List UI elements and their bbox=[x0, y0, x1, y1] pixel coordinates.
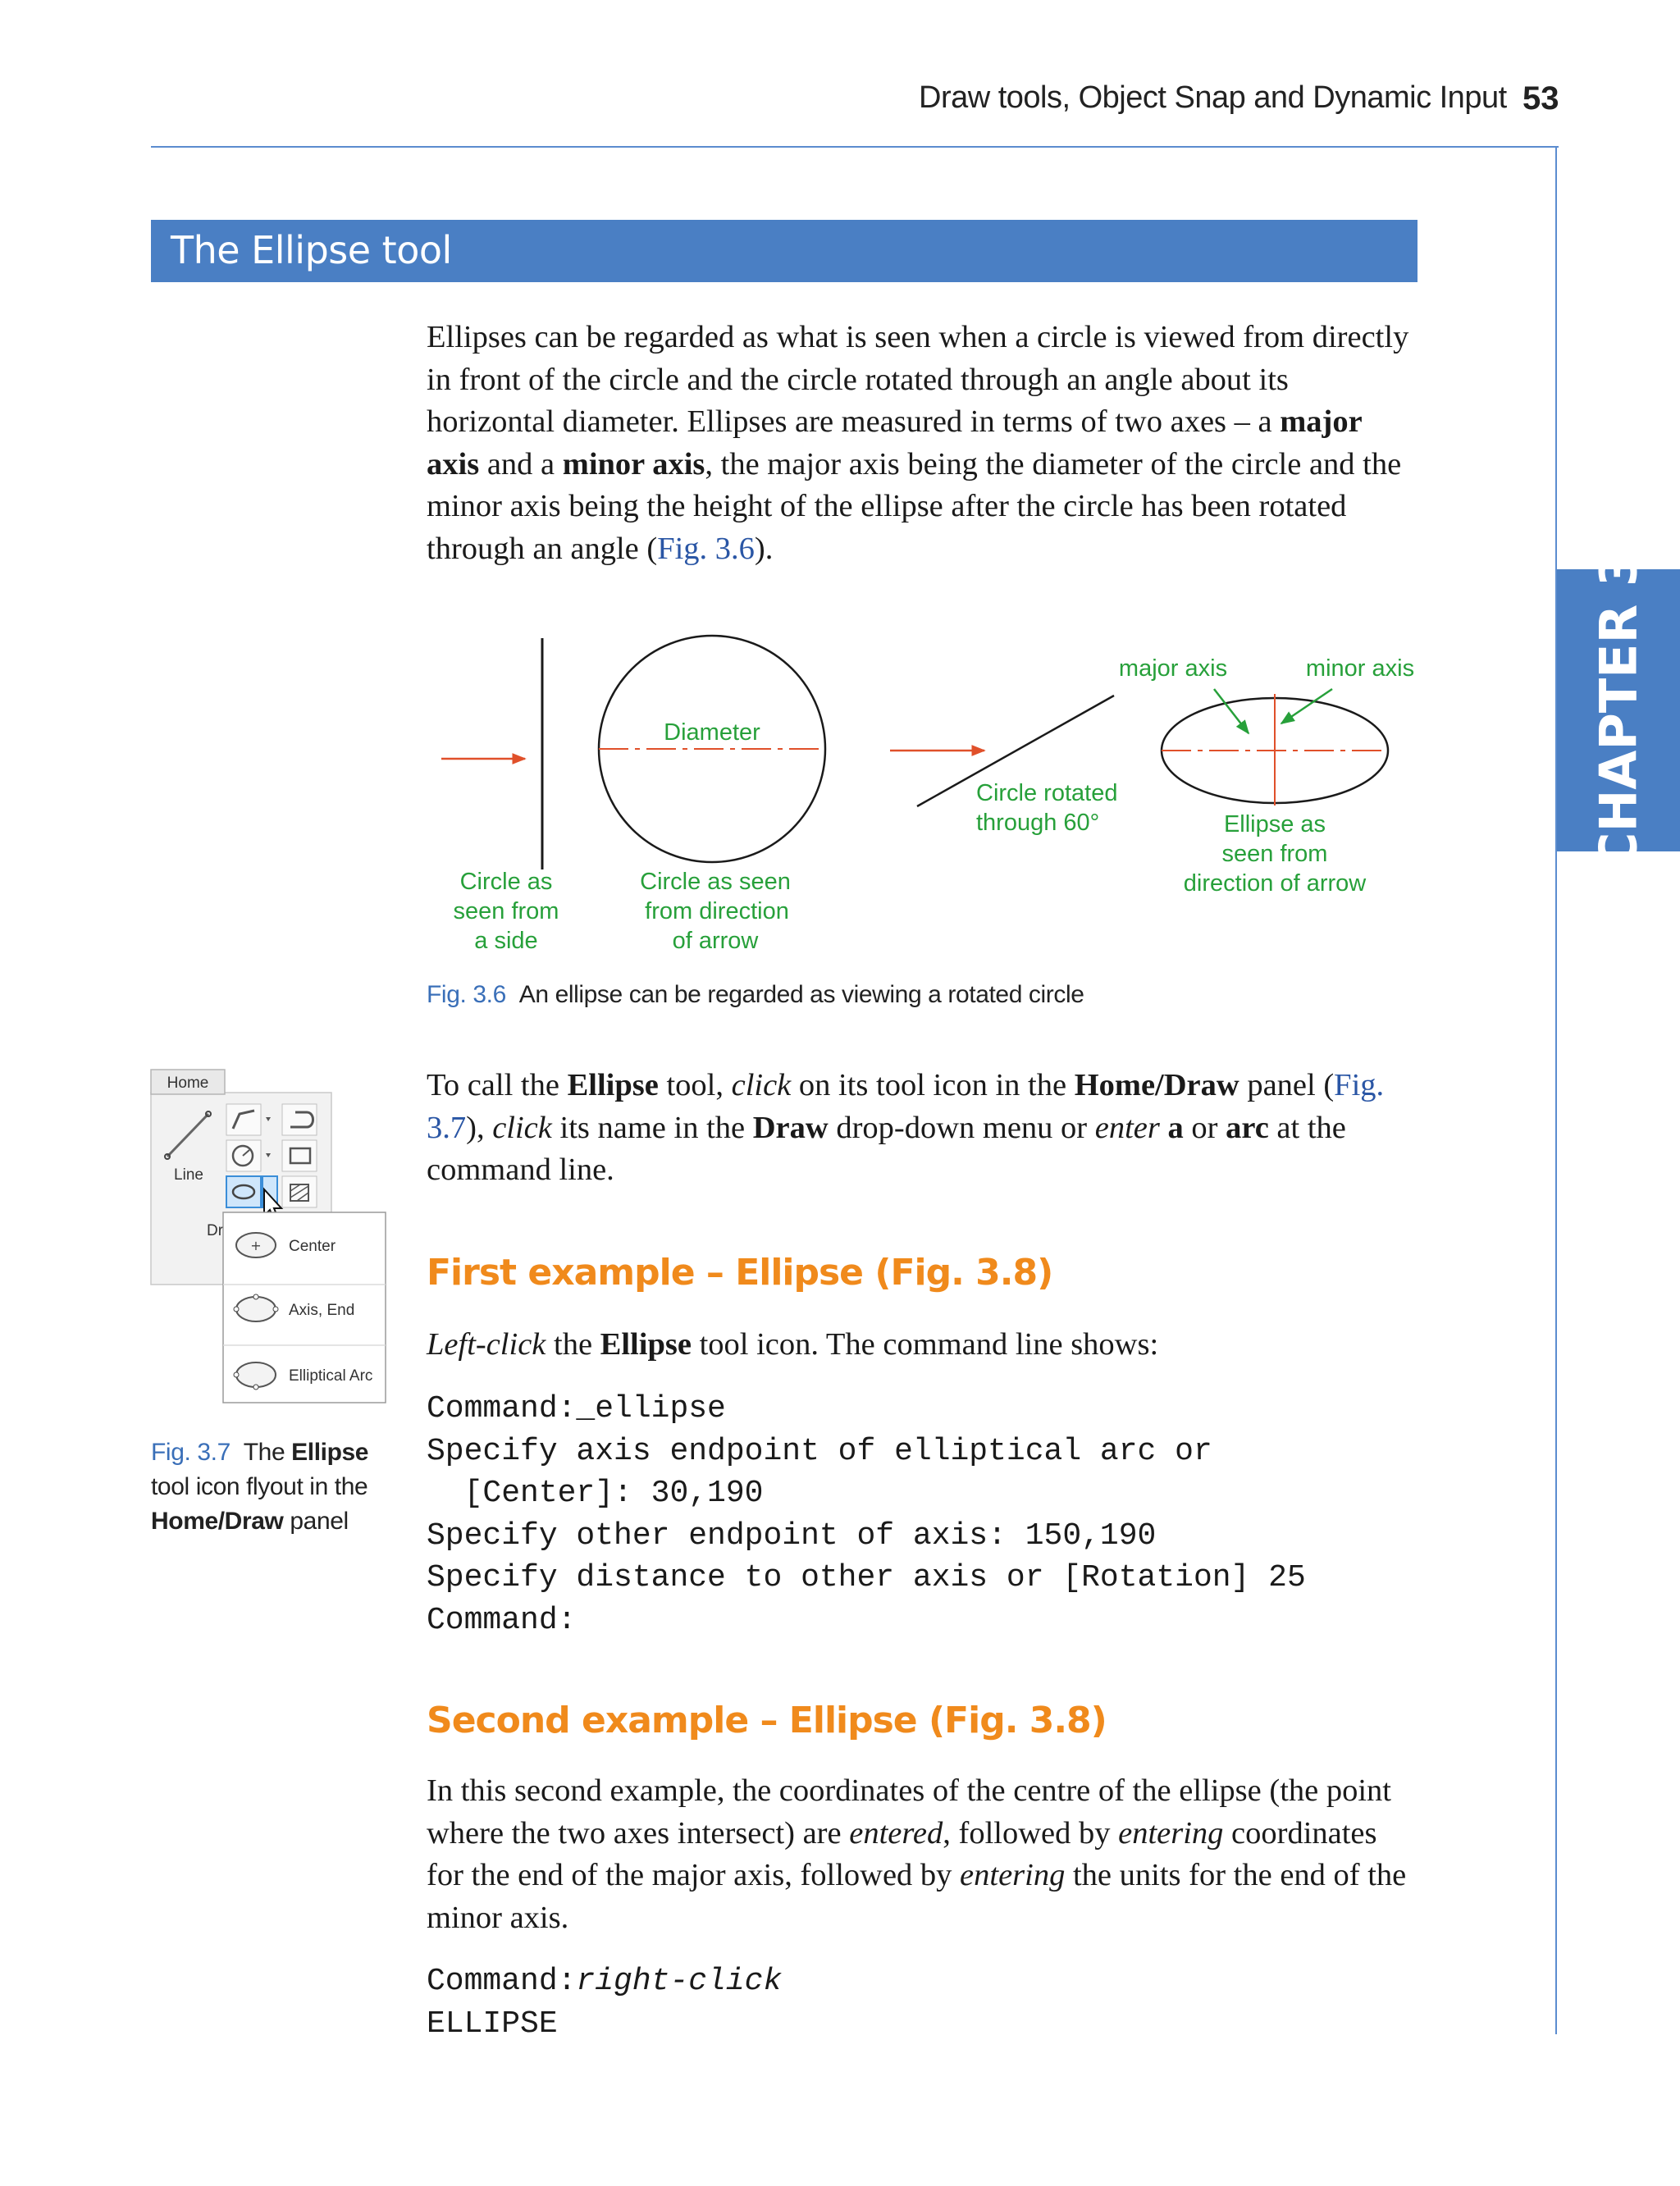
second-example-command-listing bbox=[427, 1960, 782, 2045]
text: or bbox=[1183, 1110, 1226, 1145]
text: To call the bbox=[427, 1068, 568, 1102]
code-line: Specify distance to other axis or [Rotation] 25 bbox=[427, 1560, 1306, 1595]
term: arc bbox=[1226, 1110, 1269, 1145]
header-rule bbox=[151, 146, 1559, 148]
draw-panel-label: Dr bbox=[207, 1222, 224, 1239]
ellipse-axis-end-icon bbox=[236, 1297, 276, 1321]
code-line: Command:_ellipse bbox=[427, 1391, 726, 1426]
action: Left-click bbox=[427, 1327, 546, 1362]
label-side-2: seen from bbox=[453, 898, 559, 924]
label-side-3: a side bbox=[474, 928, 538, 954]
term: Ellipse bbox=[567, 1068, 659, 1102]
label-minor-axis: minor axis bbox=[1305, 655, 1415, 682]
term-major-axis: major axis bbox=[427, 404, 1363, 481]
label-ellipse-2: seen from bbox=[1221, 841, 1328, 867]
term: a bbox=[1167, 1110, 1184, 1145]
action: entering bbox=[960, 1858, 1066, 1892]
text: its name in the bbox=[551, 1110, 753, 1145]
home-tab-label: Home bbox=[167, 1075, 209, 1092]
page-number: 53 bbox=[1522, 80, 1559, 116]
action: entering bbox=[1118, 1815, 1224, 1851]
first-example-heading: First example – Ellipse (Fig. 3.8) bbox=[427, 1252, 1053, 1294]
action: entered bbox=[849, 1815, 943, 1851]
term: Home/Draw bbox=[1074, 1068, 1239, 1102]
figure-3-6-caption bbox=[427, 981, 1084, 1009]
label-front-3: of arrow bbox=[672, 928, 759, 954]
margin-rule bbox=[1555, 146, 1557, 2034]
section-banner bbox=[151, 220, 1418, 282]
arc-polyline-icon[interactable] bbox=[282, 1104, 317, 1135]
label-front-1: Circle as seen bbox=[640, 869, 791, 895]
caption-number: Fig. 3.6 bbox=[427, 981, 506, 1008]
text: In this second example, the coordinates of the centre of the ellipse (the point where the two axes intersect) are bbox=[427, 1773, 1391, 1851]
menu-item-elliptical-arc-label: Elliptical Arc bbox=[289, 1367, 373, 1385]
code-line: [Center]: 30,190 bbox=[427, 1476, 764, 1511]
call-tool-paragraph bbox=[427, 1065, 1419, 1192]
text: , followed by bbox=[943, 1815, 1119, 1851]
label-front-2: from direction bbox=[645, 898, 789, 924]
home-tab[interactable] bbox=[151, 1070, 225, 1094]
code-line: Specify axis endpoint of elliptical arc or bbox=[427, 1433, 1212, 1469]
text: drop-down menu or bbox=[828, 1110, 1095, 1145]
figure-3-7-flyout-panel bbox=[148, 1066, 394, 1411]
label-rotated-2: through 60° bbox=[976, 810, 1100, 836]
term: Draw bbox=[752, 1110, 829, 1145]
figure-reference-link[interactable]: Fig. 3.7 bbox=[427, 1068, 1385, 1145]
code-text: Command: bbox=[427, 1964, 577, 1999]
action: click bbox=[492, 1110, 552, 1145]
caption-text: The bbox=[243, 1439, 285, 1466]
major-axis-pointer bbox=[1214, 689, 1249, 733]
caption-bold: Ellipse bbox=[291, 1439, 369, 1466]
caption-text: An ellipse can be regarded as viewing a rotated circle bbox=[518, 981, 1084, 1008]
code-line: ELLIPSE bbox=[427, 2006, 558, 2042]
label-major-axis: major axis bbox=[1118, 655, 1228, 682]
term-minor-axis: minor axis bbox=[562, 446, 705, 481]
figure-reference-link[interactable]: Fig. 3.6 bbox=[657, 531, 755, 566]
section-title: The Ellipse tool bbox=[171, 228, 452, 272]
code-line: Specify other endpoint of axis: 150,190 bbox=[427, 1517, 1157, 1554]
label-rotated-1: Circle rotated bbox=[976, 780, 1118, 806]
label-diameter: Diameter bbox=[664, 719, 760, 746]
intro-paragraph bbox=[427, 317, 1419, 570]
text: tool, bbox=[658, 1068, 732, 1102]
elliptical-arc-icon bbox=[236, 1362, 276, 1387]
code-line: Command: bbox=[427, 1602, 577, 1638]
intro-text: and a bbox=[479, 446, 563, 481]
figure-3-6-diagram bbox=[410, 623, 1444, 968]
hatch-tool-icon[interactable] bbox=[282, 1176, 317, 1207]
text: ), bbox=[466, 1110, 493, 1145]
first-example-paragraph bbox=[427, 1324, 1419, 1367]
action: enter bbox=[1094, 1110, 1160, 1145]
menu-item-center-label: Center bbox=[289, 1238, 336, 1255]
label-ellipse-3: direction of arrow bbox=[1183, 870, 1367, 897]
caption-number: Fig. 3.7 bbox=[151, 1439, 231, 1466]
line-tool-label: Line bbox=[174, 1166, 203, 1184]
caption-text: tool icon flyout in the bbox=[151, 1473, 368, 1500]
text: coordinates for the end of the major axis, followed by bbox=[427, 1815, 1377, 1892]
menu-item-axis-end-label: Axis, End bbox=[289, 1302, 355, 1319]
action: click bbox=[731, 1068, 792, 1102]
caption-bold: Home/Draw bbox=[151, 1508, 284, 1535]
label-ellipse-1: Ellipse as bbox=[1223, 811, 1326, 837]
text: the bbox=[546, 1327, 600, 1362]
first-example-command-listing bbox=[427, 1388, 1306, 1641]
text: at the command line. bbox=[427, 1110, 1346, 1187]
rectangle-tool-icon[interactable] bbox=[282, 1140, 317, 1171]
text: panel ( bbox=[1239, 1068, 1335, 1102]
intro-text: ). bbox=[754, 531, 774, 566]
chapter-tab-label: CHAPTER 3 bbox=[1588, 551, 1649, 869]
code-italic: right-click bbox=[576, 1964, 783, 1999]
running-title: Draw tools, Object Snap and Dynamic Input bbox=[919, 80, 1507, 115]
text: tool icon. The command line shows: bbox=[691, 1327, 1159, 1362]
text: on its tool icon in the bbox=[791, 1068, 1075, 1102]
minor-axis-pointer bbox=[1281, 689, 1332, 723]
label-side-1: Circle as bbox=[459, 869, 553, 895]
figure-3-7-caption bbox=[151, 1435, 397, 1539]
svg-text:+: + bbox=[250, 1238, 262, 1253]
code-line bbox=[427, 1960, 782, 2003]
second-example-paragraph bbox=[427, 1770, 1419, 1939]
second-example-heading: Second example – Ellipse (Fig. 3.8) bbox=[427, 1700, 1107, 1741]
chapter-tab bbox=[1557, 551, 1680, 869]
term: Ellipse bbox=[600, 1327, 692, 1362]
text: the units for the end of the minor axis. bbox=[427, 1858, 1407, 1935]
intro-text: Ellipses can be regarded as what is seen when a circle is viewed from directly in front of the circle and the circle rotated through an angle about its horizontal diameter. Ellipses are measured in terms of two axes – a bbox=[427, 320, 1409, 439]
intro-text: , the major axis being the diameter of the circle and the minor axis being the height of the ellipse after the circle has been rotated through an angle ( bbox=[427, 446, 1402, 566]
caption-text: panel bbox=[290, 1508, 349, 1535]
